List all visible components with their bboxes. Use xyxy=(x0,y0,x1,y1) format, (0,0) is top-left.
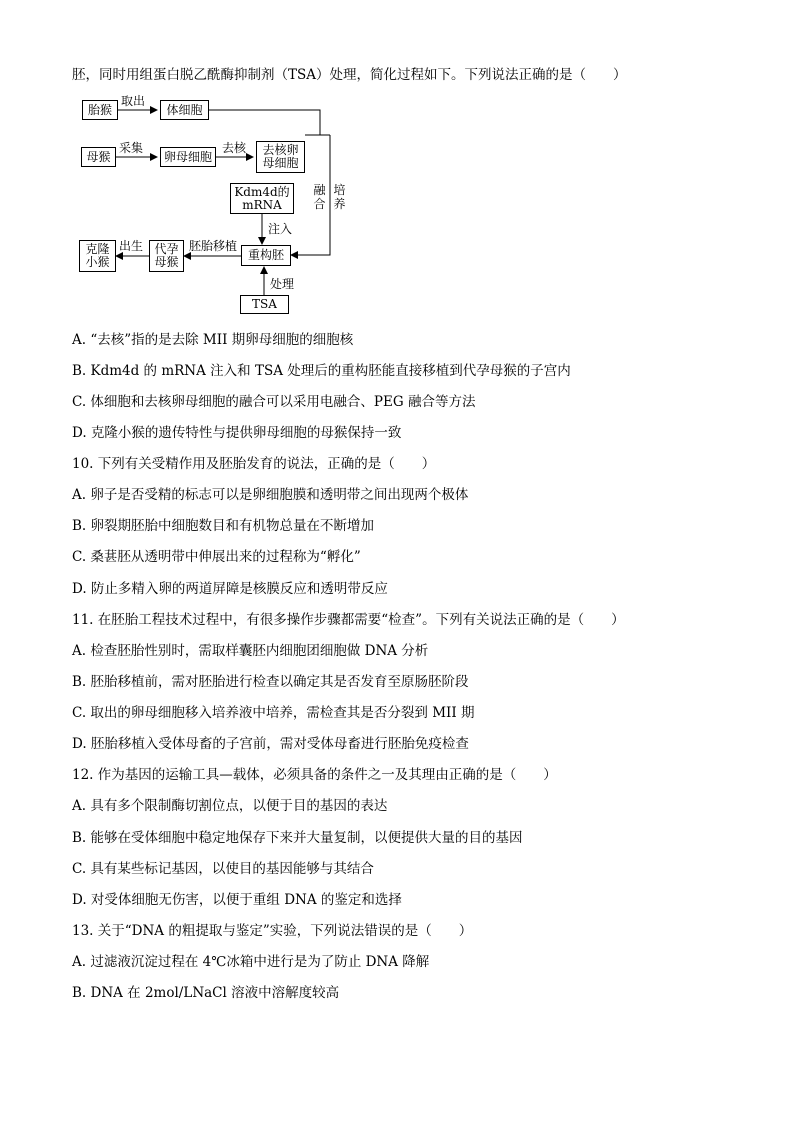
text-line: B. 卵裂期胚胎中细胞数目和有机物总量在不断增加 xyxy=(72,518,375,534)
label-collect: 采集 xyxy=(119,141,144,155)
box-reconstructed-embryo: 重构胚 xyxy=(241,245,291,266)
label-culture: 培养 xyxy=(333,183,346,211)
diagram-arrows xyxy=(0,0,794,330)
clone-line2: 小猴 xyxy=(85,255,110,269)
text-line: 11. 在胚胎工程技术过程中，有很多操作步骤都需要“检查”。下列有关说法正确的是（ ） xyxy=(72,612,625,628)
text-line: 12. 作为基因的运输工具—载体，必须具备的条件之一及其理由正确的是（ ） xyxy=(72,767,557,783)
text-line: B. Kdm4d 的 mRNA 注入和 TSA 处理后的重构胚能直接移植到代孕母猴的子宫内 xyxy=(72,363,571,379)
text-line: C. 具有某些标记基因，以使目的基因能够与其结合 xyxy=(72,861,374,877)
clone-line1: 克隆 xyxy=(85,242,110,256)
text-line: 13. 关于“DNA 的粗提取与鉴定”实验，下列说法错误的是（ ） xyxy=(72,923,473,939)
mrna-line1: Kdm4d的 xyxy=(234,184,290,199)
box-somatic-cell: 体细胞 xyxy=(160,100,209,120)
label-embryo-transfer: 胚胎移植 xyxy=(189,239,238,253)
text-line: D. 克隆小猴的遗传特性与提供卵母细胞的母猴保持一致 xyxy=(72,425,402,441)
box-oocyte: 卵母细胞 xyxy=(160,147,216,167)
text-line: A. 过滤液沉淀过程在 4℃冰箱中进行是为了防止 DNA 降解 xyxy=(72,954,430,970)
text-line: D. 胚胎移植入受体母畜的子宫前，需对受体母畜进行胚胎免疫检查 xyxy=(72,736,469,752)
box-surrogate-monkey xyxy=(149,240,184,272)
surrogate-line1: 代孕 xyxy=(154,242,179,256)
label-birth: 出生 xyxy=(119,239,144,253)
enucleated-oocyte-line2: 母细胞 xyxy=(262,156,299,170)
label-take-out: 取出 xyxy=(121,94,146,108)
text-line: C. 体细胞和去核卵母细胞的融合可以采用电融合、PEG 融合等方法 xyxy=(72,394,476,410)
surrogate-line2: 母猴 xyxy=(154,255,179,269)
text-line: C. 桑葚胚从透明带中伸展出来的过程称为“孵化” xyxy=(72,549,361,565)
text-line: A. 检查胚胎性别时，需取样囊胚内细胞团细胞做 DNA 分析 xyxy=(72,643,429,659)
text-line: A. 具有多个限制酶切割位点，以便于目的基因的表达 xyxy=(72,798,388,814)
line-somatic-to-fuse xyxy=(209,110,320,135)
question-intro: 胚，同时用组蛋白脱乙酰酶抑制剂（TSA）处理，简化过程如下。下列说法正确的是（ ） xyxy=(72,67,627,83)
label-fuse: 融合 xyxy=(313,183,326,211)
box-kdm4d-mrna xyxy=(230,183,294,214)
text-line: B. 能够在受体细胞中稳定地保存下来并大量复制，以便提供大量的目的基因 xyxy=(72,830,523,846)
cloning-flow-diagram xyxy=(0,0,794,330)
enucleated-oocyte-line1: 去核卵 xyxy=(262,143,299,157)
box-tsa: TSA xyxy=(240,295,289,314)
text-line: C. 取出的卵母细胞移入培养液中培养，需检查其是否分裂到 MII 期 xyxy=(72,705,475,721)
box-mother-monkey: 母猴 xyxy=(81,147,116,167)
text-line: 10. 下列有关受精作用及胚胎发育的说法，正确的是（ ） xyxy=(72,456,436,472)
label-inject: 注入 xyxy=(268,222,293,236)
label-treat: 处理 xyxy=(270,277,295,291)
text-line: B. 胚胎移植前，需对胚胎进行检查以确定其是否发育至原肠胚阶段 xyxy=(72,674,469,690)
text-line: B. DNA 在 2mol/LNaCl 溶液中溶解度较高 xyxy=(72,985,340,1001)
box-fetal-monkey: 胎猴 xyxy=(82,100,118,120)
text-line: D. 对受体细胞无伤害，以便于重组 DNA 的鉴定和选择 xyxy=(72,892,402,908)
text-line: A. 卵子是否受精的标志可以是卵细胞膜和透明带之间出现两个极体 xyxy=(72,487,469,503)
label-enucleate: 去核 xyxy=(222,141,247,155)
box-enucleated-oocyte xyxy=(256,141,305,173)
box-clone-monkey xyxy=(79,240,116,272)
text-line: D. 防止多精入卵的两道屏障是核膜反应和透明带反应 xyxy=(72,581,388,597)
text-line: A. “去核”指的是去除 MII 期卵母细胞的细胞核 xyxy=(72,332,354,348)
mrna-line2: mRNA xyxy=(242,197,282,212)
